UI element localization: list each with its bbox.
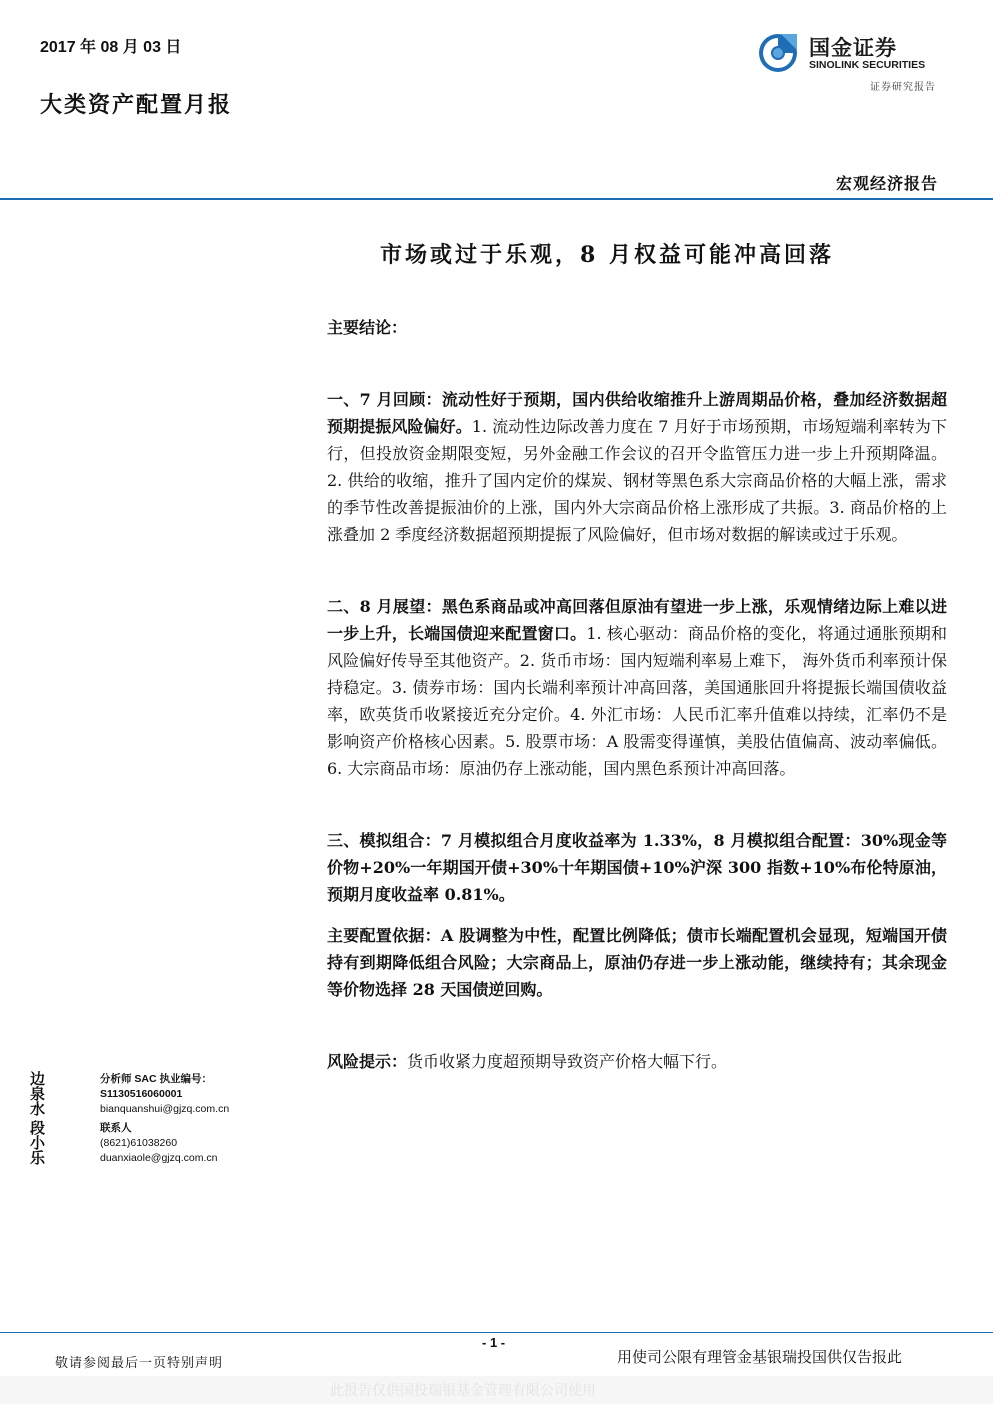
header-divider	[0, 198, 993, 200]
section-august-outlook-body: 1. 核心驱动：商品价格的变化，将通过通胀预期和风险偏好传导至其他资产。2. 货币市场：国内短端利率易上难下， 海外货币利率预计保持稳定。3. 债券市场：国内长端利率预计冲高回落，美国通胀回升将提振长端国债收益率，欧英货币收紧接近充分定价。4. 外汇市场：人民币汇率升值难以持续，汇率仍不是影响资产价格核心因素。5. 股票市场：A 股需变得谨慎，美股估值偏高、波动率偏低。6. 大宗商品市场：原油仍存上涨动能，国内黑色系预计冲高回落。	[327, 624, 947, 778]
company-logo	[757, 30, 947, 92]
logo-name-cn: 国金证券	[809, 36, 897, 60]
report-title: 市场或过于乐观，8 月权益可能冲高回落	[380, 242, 834, 268]
footer-disclaimer: 敬请参阅最后一页特别声明	[55, 1356, 224, 1371]
report-category: 宏观经济报告	[835, 174, 938, 193]
section-july-review-body: 1. 流动性边际改善力度在 7 月好于市场预期，市场短端利率转为下行，但投放资金期限变短，另外金融工作会议的召开令监管压力进一步上升预期降温。2. 供给的收缩，推升了国内定价的煤炭、钢材等黑色系大宗商品价格的大幅上涨，需求的季节性改善提振油价的上涨，国内外大宗商品价格上涨形成了共振。3. 商品价格的上涨叠加 2 季度经济数据超预期提振了风险偏好，但市场对数据的解读或过于乐观。	[327, 417, 947, 544]
analyst-info	[100, 1072, 229, 1117]
footer-divider	[0, 1332, 993, 1333]
logo-subtitle: 证券研究报告	[870, 82, 936, 93]
section-model-portfolio-lead: 三、模拟组合：7 月模拟组合月度收益率为 1.33%，8 月模拟组合配置：30%现金等价物+20%一年期国开债+30%十年期国债+10%沪深 300 指数+10%布伦特原油，预期月度收益率 0.81%。	[327, 831, 947, 904]
section-allocation-basis	[327, 922, 947, 1003]
contact-phone: (8621)61038260	[100, 1137, 178, 1149]
contact-name: 段小乐	[30, 1119, 49, 1167]
report-date: 2017 年 08 月 03 日	[40, 39, 182, 56]
section-risk-warning	[327, 1048, 947, 1075]
analyst-email: bianquanshui@gjzq.com.cn	[100, 1103, 230, 1115]
section-july-review	[327, 386, 947, 548]
section-august-outlook	[327, 593, 947, 782]
analyst-name: 边泉水	[30, 1070, 49, 1118]
contact-email: duanxiaole@gjzq.com.cn	[100, 1152, 218, 1164]
analyst-sac-number: 分析师 SAC 执业编号：S1130516060001	[100, 1073, 213, 1100]
section-allocation-basis-body: A 股调整为中性，配置比例降低；债市长端配置机会显现，短端国开债持有到期降低组合风险；大宗商品上，原油仍存进一步上涨动能，继续持有；其余现金等价物选择 28 天国债逆回购。	[327, 926, 947, 999]
section-august-outlook-lead: 二、8 月展望：黑色系商品或冲高回落但原油有望进一步上涨，乐观情绪边际上难以进一步上升，长端国债迎来配置窗口。	[327, 597, 947, 643]
section-risk-warning-body: 货币收紧力度超预期导致资产价格大幅下行。	[407, 1052, 728, 1071]
conclusions-heading: 主要结论：	[327, 318, 408, 337]
sinolink-logo-icon	[757, 32, 799, 74]
contact-role: 联系人	[100, 1122, 132, 1134]
page-number: - 1 -	[482, 1335, 506, 1350]
report-type: 大类资产配置月报	[40, 92, 233, 118]
section-july-review-lead: 一、7 月回顾：流动性好于预期，国内供给收缩推升上游周期品价格，叠加经济数据超预期提振风险偏好。	[327, 390, 947, 436]
section-risk-warning-lead: 风险提示：	[327, 1052, 408, 1071]
watermark-text: 此报告仅供国投瑞银基金管理有限公司使用	[330, 1383, 596, 1399]
logo-name-en: SINOLINK SECURITIES	[809, 59, 926, 71]
footer-notice: 用使司公限有理管金基银瑞投国供仅告报此	[617, 1348, 903, 1366]
section-model-portfolio	[327, 827, 947, 908]
contact-info	[100, 1121, 217, 1166]
main-content	[327, 314, 947, 1075]
section-allocation-basis-lead: 主要配置依据：	[327, 926, 441, 945]
